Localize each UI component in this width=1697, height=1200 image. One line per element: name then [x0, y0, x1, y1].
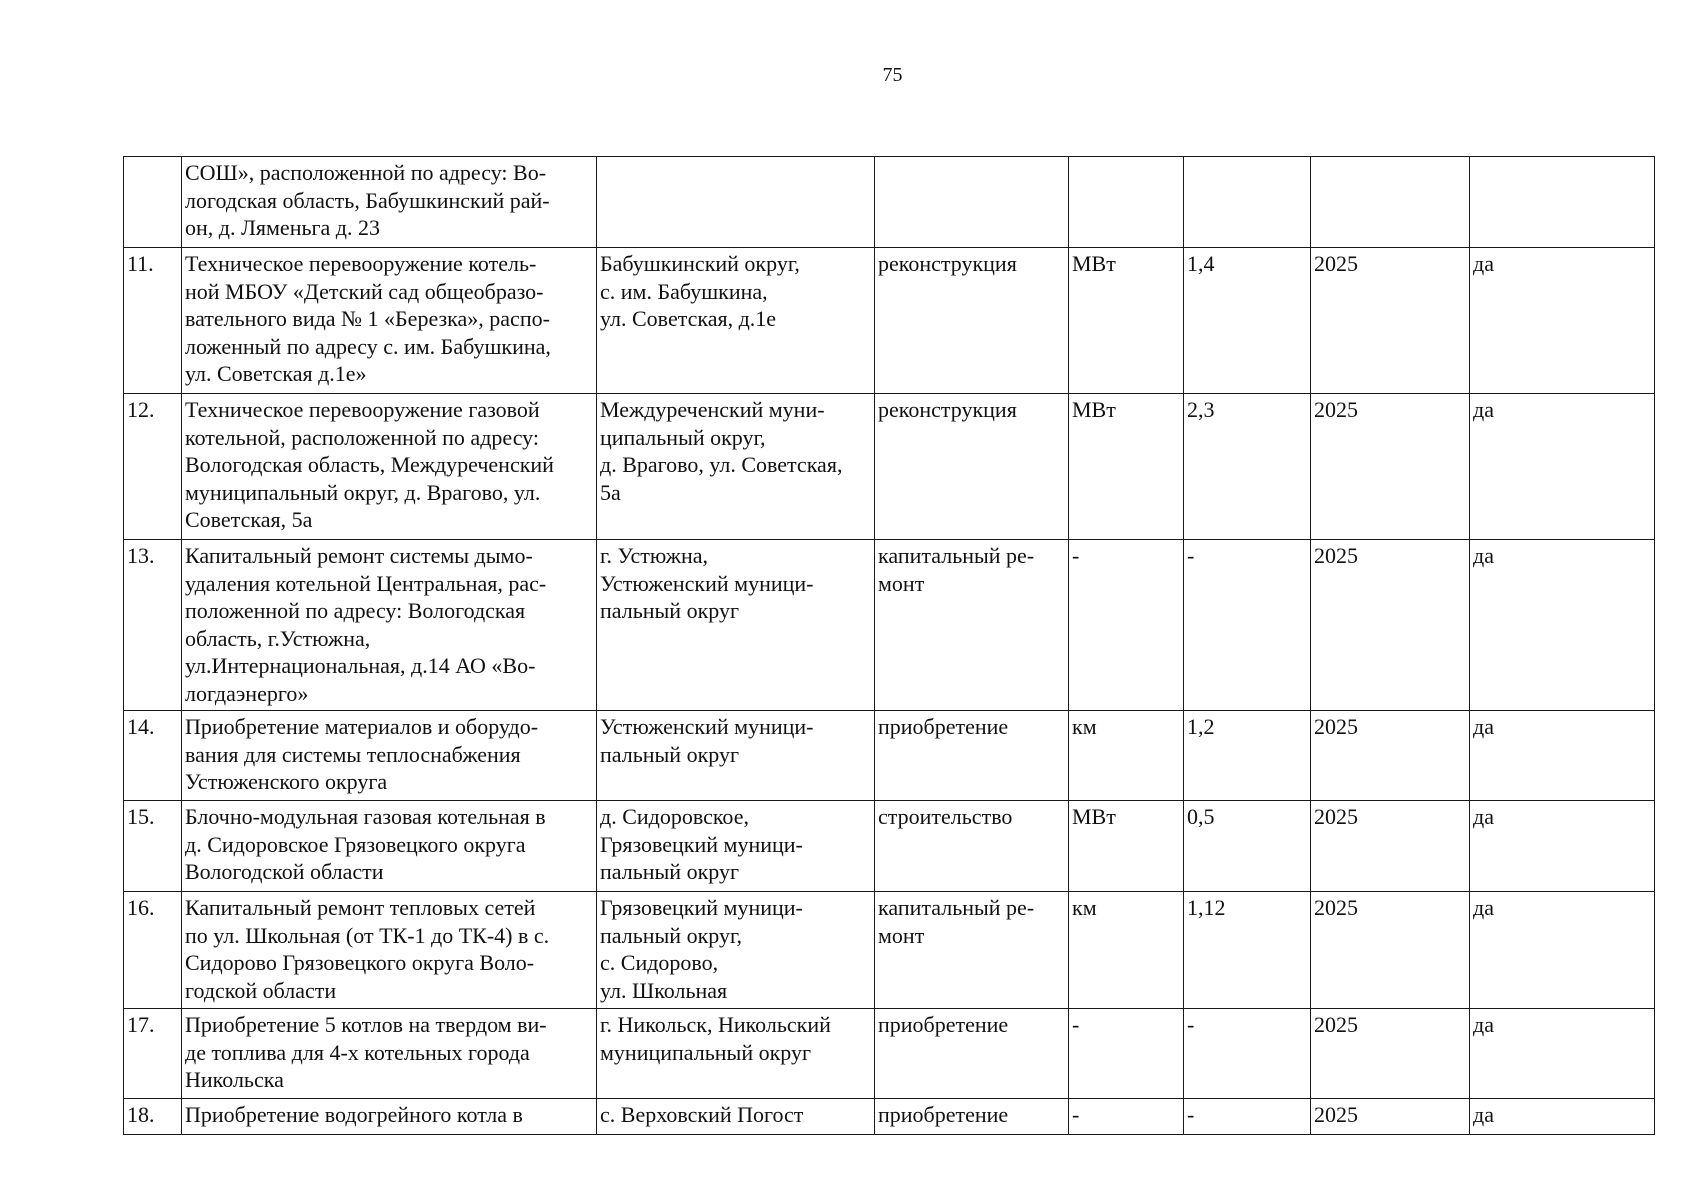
- year-cell: 2025: [1311, 1009, 1470, 1099]
- table-row: [124, 711, 1655, 801]
- project-name-cell: Блочно-модульная газовая котельная в д. Сидоровское Грязовецкого округа Вологодской области: [182, 801, 597, 892]
- project-name-cell: Приобретение водогрейного котла в: [182, 1099, 597, 1135]
- location-cell: Междуреченский муни- ципальный округ, д. Врагово, ул. Советская, 5а: [597, 394, 875, 540]
- unit-cell: -: [1069, 1009, 1184, 1099]
- row-number-cell: 17.: [124, 1009, 182, 1099]
- unit-cell: МВт: [1069, 394, 1184, 540]
- project-name-cell: Капитальный ремонт системы дымо- удаления котельной Центральная, рас- положенной по адресу: Вологодская область, г.Устюжна, ул.Интернациональная, д.14 АО «Во- логдаэнерго»: [182, 540, 597, 711]
- year-cell: 2025: [1311, 1099, 1470, 1135]
- capacity-value-cell: [1184, 157, 1311, 248]
- unit-cell: [1069, 157, 1184, 248]
- capacity-value-cell: -: [1184, 1099, 1311, 1135]
- work-type-cell: приобретение: [875, 711, 1069, 801]
- capacity-value-cell: 1,12: [1184, 892, 1311, 1009]
- project-name-cell: Техническое перевооружение котель- ной МБОУ «Детский сад общеобразо- вательного вида № 1 «Березка», распо- ложенный по адресу с. им. Бабушкина, ул. Советская д.1е»: [182, 248, 597, 394]
- location-cell: д. Сидоровское, Грязовецкий муници- пальный округ: [597, 801, 875, 892]
- row-number-cell: 13.: [124, 540, 182, 711]
- work-type-cell: строительство: [875, 801, 1069, 892]
- capacity-value-cell: 1,4: [1184, 248, 1311, 394]
- year-cell: 2025: [1311, 892, 1470, 1009]
- year-cell: 2025: [1311, 801, 1470, 892]
- capacity-value-cell: 1,2: [1184, 711, 1311, 801]
- table-row: [124, 248, 1655, 394]
- row-number-cell: 18.: [124, 1099, 182, 1135]
- capacity-value-cell: 0,5: [1184, 801, 1311, 892]
- table-row: [124, 394, 1655, 540]
- row-number-cell: [124, 157, 182, 248]
- unit-cell: км: [1069, 892, 1184, 1009]
- table-row: [124, 540, 1655, 711]
- row-number-cell: 11.: [124, 248, 182, 394]
- page-number: 75: [882, 64, 903, 86]
- work-type-cell: реконструкция: [875, 394, 1069, 540]
- year-cell: [1311, 157, 1470, 248]
- project-name-cell: Капитальный ремонт тепловых сетей по ул. Школьная (от ТК-1 до ТК-4) в с. Сидорово Грязовецкого округа Воло- годской области: [182, 892, 597, 1009]
- inclusion-flag-cell: да: [1470, 1009, 1655, 1099]
- project-name-cell: Приобретение материалов и оборудо- вания для системы теплоснабжения Устюженского округа: [182, 711, 597, 801]
- capacity-value-cell: -: [1184, 1009, 1311, 1099]
- project-name-cell: Техническое перевооружение газовой котельной, расположенной по адресу: Вологодская область, Междуреченский муниципальный округ, д. Врагово, ул. Советская, 5а: [182, 394, 597, 540]
- inclusion-flag-cell: да: [1470, 540, 1655, 711]
- location-cell: г. Устюжна, Устюженский муници- пальный округ: [597, 540, 875, 711]
- row-number-cell: 16.: [124, 892, 182, 1009]
- unit-cell: -: [1069, 540, 1184, 711]
- table-row: [124, 157, 1655, 248]
- location-cell: Бабушкинский округ, с. им. Бабушкина, ул. Советская, д.1е: [597, 248, 875, 394]
- row-number-cell: 12.: [124, 394, 182, 540]
- unit-cell: МВт: [1069, 248, 1184, 394]
- inclusion-flag-cell: да: [1470, 892, 1655, 1009]
- inclusion-flag-cell: [1470, 157, 1655, 248]
- table-row: [124, 892, 1655, 1009]
- location-cell: Устюженский муници- пальный округ: [597, 711, 875, 801]
- row-number-cell: 14.: [124, 711, 182, 801]
- work-type-cell: приобретение: [875, 1099, 1069, 1135]
- work-type-cell: приобретение: [875, 1009, 1069, 1099]
- location-cell: г. Никольск, Никольский муниципальный округ: [597, 1009, 875, 1099]
- location-cell: с. Верховский Погост: [597, 1099, 875, 1135]
- unit-cell: -: [1069, 1099, 1184, 1135]
- table-row: [124, 801, 1655, 892]
- work-type-cell: капитальный ре- монт: [875, 892, 1069, 1009]
- capacity-value-cell: 2,3: [1184, 394, 1311, 540]
- year-cell: 2025: [1311, 248, 1470, 394]
- inclusion-flag-cell: да: [1470, 801, 1655, 892]
- project-name-cell: СОШ», расположенной по адресу: Во- логодская область, Бабушкинский рай- он, д. Ляменьга д. 23: [182, 157, 597, 248]
- inclusion-flag-cell: да: [1470, 1099, 1655, 1135]
- work-type-cell: капитальный ре- монт: [875, 540, 1069, 711]
- inclusion-flag-cell: да: [1470, 248, 1655, 394]
- location-cell: Грязовецкий муници- пальный округ, с. Сидорово, ул. Школьная: [597, 892, 875, 1009]
- inclusion-flag-cell: да: [1470, 394, 1655, 540]
- work-type-cell: [875, 157, 1069, 248]
- table-row: [124, 1009, 1655, 1099]
- program-table: [123, 156, 1655, 1135]
- year-cell: 2025: [1311, 711, 1470, 801]
- inclusion-flag-cell: да: [1470, 711, 1655, 801]
- work-type-cell: реконструкция: [875, 248, 1069, 394]
- project-name-cell: Приобретение 5 котлов на твердом ви- де топлива для 4-х котельных города Никольска: [182, 1009, 597, 1099]
- row-number-cell: 15.: [124, 801, 182, 892]
- year-cell: 2025: [1311, 394, 1470, 540]
- location-cell: [597, 157, 875, 248]
- capacity-value-cell: -: [1184, 540, 1311, 711]
- table-row: [124, 1099, 1655, 1135]
- unit-cell: МВт: [1069, 801, 1184, 892]
- year-cell: 2025: [1311, 540, 1470, 711]
- unit-cell: км: [1069, 711, 1184, 801]
